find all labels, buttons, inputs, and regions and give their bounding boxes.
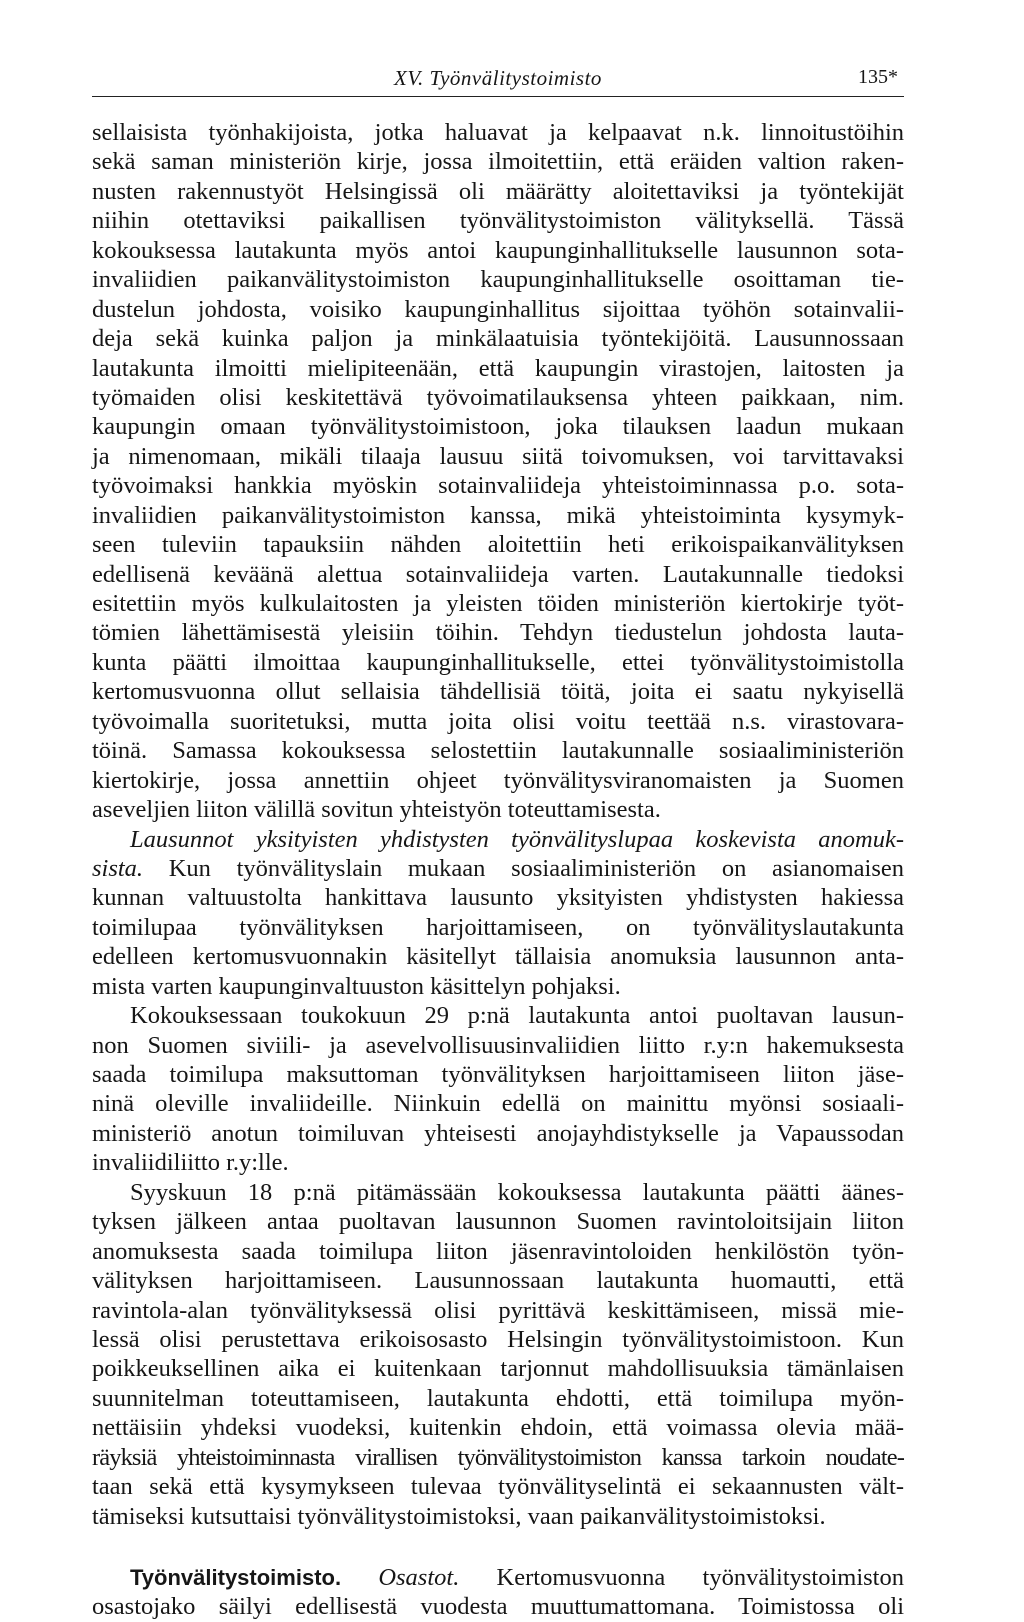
text-line: invaliidien paikanvälitystoimiston kaupunginhallitukselle osoittaman tie- (92, 266, 904, 294)
body-text (92, 118, 904, 1622)
paragraph-block-a (92, 118, 904, 825)
text-line: tyksen jälkeen antaa puoltavan lausunnon Suomen ravintoloitsijain liiton (92, 1208, 904, 1236)
text-line (92, 854, 904, 883)
text-line: non Suomen siviili- ja asevelvollisuusinvaliidien liitto r.y:n hakemuksesta (92, 1031, 904, 1059)
section-gap (92, 1531, 904, 1563)
text-line: aseveljien liiton välillä sovitun yhteistyön toteuttamisesta. (92, 796, 661, 824)
text-line: invaliidien paikanvälitystoimiston kanssa, mikä yhteistoiminta kysymyk- (92, 501, 904, 529)
section-subheading: Osastot. (378, 1564, 460, 1591)
paragraph-block-c (92, 1001, 904, 1178)
text-line: ja nimenomaan, mikäli tilaaja lausuu siitä toivomuksen, voi tarvittavaksi (92, 442, 904, 470)
text-line: kokouksessa lautakunta myös antoi kaupunginhallitukselle lausunnon sota- (92, 236, 904, 264)
text-line: invaliidiliitto r.y:lle. (92, 1149, 289, 1177)
text-line: töinä. Samassa kokouksessa selostettiin lautakunnalle sosiaaliministeriön (92, 737, 904, 765)
text-line: kunnan valtuustolta hankittava lausunto yksityisten yhdistysten hakiessa (92, 884, 904, 912)
text-line: poikkeuksellinen aika ei kuitenkaan tarjonnut mahdollisuuksia tämänlaisen (92, 1355, 904, 1383)
text-line: lessä olisi perustettava erikoisosasto Helsingin työnvälitystoimistoon. Kun (92, 1325, 904, 1353)
text-line: mista varten kaupunginvaltuuston käsittelyn pohjaksi. (92, 972, 621, 1000)
text-line: lautakunta ilmoitti mielipiteenään, että kaupungin virastojen, laitosten ja (92, 354, 904, 382)
text-line: kunta päätti ilmoittaa kaupunginhallitukselle, ettei työnvälitystoimistolla (92, 648, 904, 676)
text-line: dustelun johdosta, voisiko kaupunginhallitus sijoittaa työhön sotainvalii- (92, 295, 904, 323)
text-line: edelleen kertomusvuonnakin käsitellyt tällaisia anomuksia lausunnon anta- (92, 943, 904, 971)
text-line: kertomusvuonna ollut sellaisia tähdellisiä töitä, joita ei saatu nykyisellä (92, 678, 904, 706)
paragraph-block-b (92, 825, 904, 1002)
section-heading: Työnvälitystoimisto. (130, 1565, 342, 1590)
text-line: kiertokirje, jossa annettiin ohjeet työnvälitysviranomaisten ja Suomen (92, 766, 904, 794)
text-line (92, 1563, 904, 1592)
text-line: suunnitelman toteuttamiseen, lautakunta ehdotti, että toimilupa myön- (92, 1384, 904, 1412)
text-line: työvoimaksi hankkia myöskin sotainvaliideja yhteistoiminnassa p.o. sota- (92, 472, 904, 500)
text-line: räyksiä yhteistoiminnasta virallisen työnvälitystoimiston kanssa tarkoin noudate- (92, 1443, 904, 1471)
text-line-rest: Kertomusvuonna työnvälitystoimiston (459, 1564, 904, 1591)
running-header (92, 62, 904, 97)
text-line: sellaisista työnhakijoista, jotka haluavat ja kelpaavat n.k. linnoitustöihin (92, 119, 904, 146)
italic-subheading-end: sista. (92, 854, 144, 882)
text-line: taan sekä että kysymykseen tulevaa työnvälityselintä ei sekaannusten vält- (92, 1473, 904, 1501)
paragraph-block-e (92, 1563, 904, 1622)
page-number: 135* (858, 66, 898, 88)
text-line: anomuksesta saada toimilupa liiton jäsenravintoloiden henkilöstön työn- (92, 1237, 904, 1265)
text-line: toimilupaa työnvälityksen harjoittamiseen, on työnvälityslautakunta (92, 913, 904, 941)
text-line: niihin otettaviksi paikallisen työnvälitystoimiston välityksellä. Tässä (92, 207, 904, 235)
text-line-rest: Kun työnvälityslain mukaan sosiaaliministeriön on asianomaisen (143, 854, 904, 882)
text-line: seen tuleviin tapauksiin nähden aloitettiin heti erikoispaikanvälityksen (92, 531, 904, 559)
paragraph-block-d (92, 1178, 904, 1531)
text-line: ravintola-alan työnvälityksessä olisi pyrittävä keskittämiseen, missä mie- (92, 1296, 904, 1324)
text-line: työvoimalla suoritetuksi, mutta joita olisi voitu teettää n.s. virastovara- (92, 707, 904, 735)
text-line: välityksen harjoittamiseen. Lausunnossaan lautakunta huomautti, että (92, 1267, 904, 1295)
text-line: nettäisiin yhdeksi vuodeksi, kuitenkin ehdoin, että voimassa olevia mää- (92, 1414, 904, 1442)
text-line: ninä oleville invaliideille. Niinkuin edellä on mainittu myönsi sosiaali- (92, 1090, 904, 1118)
text-line: Kokouksessaan toukokuun 29 p:nä lautakunta antoi puoltavan lausun- (130, 1002, 904, 1030)
text-line: nusten rakennustyöt Helsingissä oli määrätty aloitettaviksi ja työntekijät (92, 177, 904, 205)
italic-subheading: Lausunnot yksityisten yhdistysten työnvälityslupaa koskevista anomuk- (130, 825, 904, 853)
text-line: kaupungin omaan työnvälitystoimistoon, joka tilauksen laadun mukaan (92, 413, 904, 441)
text-line: tämiseksi kutsuttaisi työnvälitystoimistoksi, vaan paikanvälitystoimistoksi. (92, 1502, 826, 1530)
running-title: XV. Työnvälitystoimisto (394, 66, 602, 90)
text-line: tömien lähettämisestä yleisiin töihin. Tehdyn tiedustelun johdosta lauta- (92, 619, 904, 647)
text-line: edellisenä keväänä alettua sotainvaliideja varten. Lautakunnalle tiedoksi (92, 560, 904, 588)
text-line: Syyskuun 18 p:nä pitämässään kokouksessa lautakunta päätti äänes- (130, 1178, 904, 1206)
text-line: deja sekä kuinka paljon ja minkälaatuisia työntekijöitä. Lausunnossaan (92, 325, 904, 353)
text-line: saada toimilupa maksuttoman työnvälityksen harjoittamiseen liiton jäse- (92, 1061, 904, 1088)
text-line: esitettiin myös kulkulaitosten ja yleisten töiden ministeriön kiertokirje työt- (92, 590, 904, 617)
text-line: osastojako säilyi edellisestä vuodesta muuttumattomana. Toimistossa oli (92, 1593, 904, 1621)
text-line: työmaiden olisi keskitettävä työvoimatilauksensa yhteen paikkaan, nim. (92, 383, 904, 411)
text-line: ministeriö anotun toimiluvan yhteisesti anojayhdistykselle ja Vapaussodan (92, 1119, 904, 1147)
text-line: sekä saman ministeriön kirje, jossa ilmoitettiin, että eräiden valtion raken- (92, 148, 904, 176)
